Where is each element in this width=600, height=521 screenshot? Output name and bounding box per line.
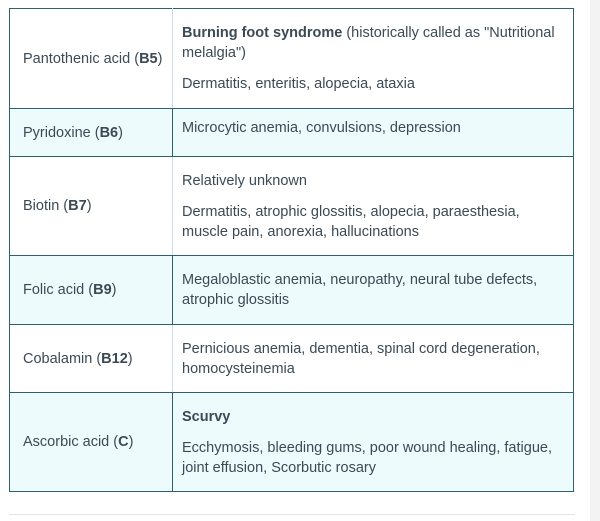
vitamin-code: B12	[101, 350, 128, 367]
deficiency-line	[182, 407, 563, 427]
section-divider	[9, 514, 575, 515]
vitamin-code: B5	[139, 50, 158, 67]
vitamin-name: Pyridoxine (	[23, 124, 100, 141]
deficiency-text: (historically called as "Nutritional melalgia")	[182, 25, 555, 61]
deficiency-text: Relatively unknown	[182, 172, 307, 189]
table-row	[10, 9, 574, 109]
deficiency-cell	[173, 109, 574, 157]
deficiency-cell	[173, 157, 574, 256]
vitamin-code: B7	[68, 198, 87, 214]
vitamin-deficiency-table	[9, 8, 574, 492]
deficiency-line	[182, 171, 563, 191]
table-row	[10, 157, 574, 256]
vitamin-name: Cobalamin (	[23, 350, 102, 367]
vitamin-cell	[10, 157, 173, 256]
vitamin-code: B6	[99, 124, 119, 141]
deficiency-cell	[173, 9, 574, 109]
deficiency-syndrome: Scurvy	[182, 408, 231, 425]
deficiency-cell	[173, 325, 574, 393]
page-scrollbar[interactable]	[590, 0, 600, 521]
deficiency-line	[182, 438, 563, 478]
vitamin-name: Ascorbic acid (	[23, 434, 119, 450]
deficiency-cell	[173, 256, 574, 325]
vitamin-cell	[10, 9, 173, 109]
deficiency-line	[182, 74, 563, 94]
deficiency-line	[182, 23, 563, 63]
table-row	[10, 393, 574, 492]
vitamin-close: )	[128, 434, 134, 450]
vitamin-close: )	[118, 124, 123, 141]
vitamin-code: C	[118, 434, 129, 450]
table-row	[10, 325, 574, 393]
vitamin-name: Folic acid (	[23, 282, 94, 298]
deficiency-line	[182, 270, 563, 310]
deficiency-text: Megaloblastic anemia, neuropathy, neural tube defects, atrophic glossitis	[182, 272, 538, 308]
deficiency-text: Dermatitis, atrophic glossitis, alopecia, paraesthesia, muscle pain, anorexia, hallucinations	[182, 203, 520, 240]
vitamin-cell	[10, 256, 173, 325]
deficiency-line	[182, 202, 563, 242]
vitamin-close: )	[157, 50, 163, 67]
vitamin-name: Biotin (	[23, 198, 69, 214]
table-row	[10, 256, 574, 325]
deficiency-line	[182, 339, 563, 379]
deficiency-line	[182, 118, 563, 138]
vitamin-name: Pantothenic acid (	[23, 50, 140, 67]
deficiency-text: Dermatitis, enteritis, alopecia, ataxia	[182, 76, 415, 92]
vitamin-close: )	[111, 282, 117, 298]
vitamin-code: B9	[93, 282, 112, 298]
vitamin-cell	[10, 325, 173, 393]
vitamin-cell	[10, 393, 173, 492]
deficiency-cell	[173, 393, 574, 492]
vitamin-close: )	[127, 350, 133, 367]
table-row	[10, 109, 574, 157]
deficiency-text: Ecchymosis, bleeding gums, poor wound healing, fatigue, joint effusion, Scorbutic rosary	[182, 439, 552, 476]
deficiency-syndrome: Burning foot syndrome	[182, 25, 343, 41]
vitamin-close: )	[86, 198, 92, 214]
deficiency-text: Microcytic anemia, convulsions, depression	[182, 120, 461, 136]
deficiency-text: Pernicious anemia, dementia, spinal cord degeneration, homocysteinemia	[182, 340, 540, 377]
vitamin-cell	[10, 109, 173, 157]
